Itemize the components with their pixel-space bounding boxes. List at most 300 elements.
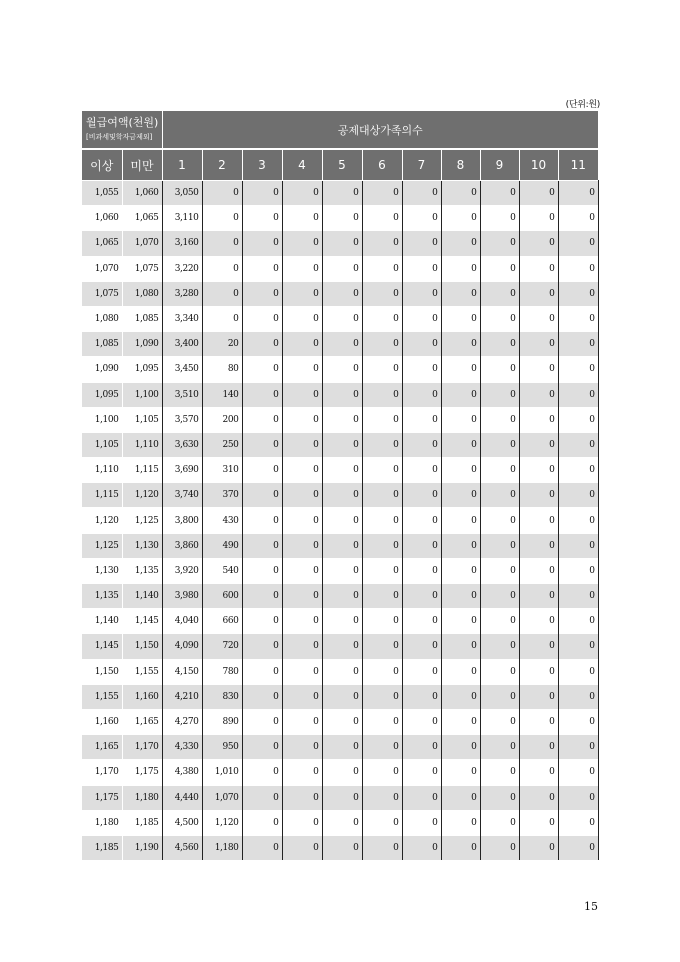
table-cell: 0 bbox=[282, 256, 322, 281]
table-cell: 0 bbox=[558, 558, 598, 583]
table-cell: 1,130 bbox=[82, 558, 122, 583]
table-cell: 0 bbox=[402, 332, 441, 357]
table-cell: 0 bbox=[519, 206, 558, 231]
table-cell: 0 bbox=[242, 458, 282, 483]
table-cell: 0 bbox=[441, 382, 480, 407]
table-cell: 0 bbox=[441, 483, 480, 508]
table-cell: 0 bbox=[242, 281, 282, 306]
table-cell: 1,185 bbox=[122, 810, 162, 835]
table-cell: 0 bbox=[480, 206, 519, 231]
table-row bbox=[82, 634, 598, 659]
table-cell: 0 bbox=[322, 735, 362, 760]
table-cell: 0 bbox=[242, 533, 282, 558]
table-cell: 0 bbox=[282, 659, 322, 684]
table-cell: 0 bbox=[362, 256, 402, 281]
table-cell: 0 bbox=[362, 407, 402, 432]
column-header-to: 미만 bbox=[122, 149, 162, 181]
table-cell: 0 bbox=[558, 306, 598, 331]
table-cell: 0 bbox=[362, 785, 402, 810]
table-cell: 0 bbox=[282, 634, 322, 659]
table-cell: 0 bbox=[242, 306, 282, 331]
table-cell: 0 bbox=[402, 659, 441, 684]
table-cell: 0 bbox=[402, 281, 441, 306]
table-cell: 0 bbox=[441, 709, 480, 734]
table-cell: 0 bbox=[519, 609, 558, 634]
table-cell: 0 bbox=[558, 659, 598, 684]
table-cell: 780 bbox=[202, 659, 242, 684]
table-cell: 0 bbox=[558, 835, 598, 860]
table-cell: 0 bbox=[441, 407, 480, 432]
table-cell: 0 bbox=[322, 584, 362, 609]
table-cell: 0 bbox=[558, 533, 598, 558]
table-cell: 0 bbox=[242, 332, 282, 357]
table-cell: 3,630 bbox=[162, 432, 202, 457]
table-cell: 0 bbox=[242, 785, 282, 810]
table-cell: 0 bbox=[322, 785, 362, 810]
table-cell: 0 bbox=[441, 332, 480, 357]
unit-note: (단위:원) bbox=[565, 100, 600, 110]
table-cell: 0 bbox=[519, 483, 558, 508]
table-cell: 0 bbox=[402, 458, 441, 483]
table-cell: 0 bbox=[441, 458, 480, 483]
table-cell: 0 bbox=[519, 306, 558, 331]
salary-range-header bbox=[82, 111, 162, 149]
table-cell: 0 bbox=[519, 281, 558, 306]
table-cell: 0 bbox=[441, 810, 480, 835]
table-cell: 0 bbox=[242, 206, 282, 231]
table-cell: 0 bbox=[242, 256, 282, 281]
table-cell: 0 bbox=[322, 634, 362, 659]
table-cell: 3,450 bbox=[162, 357, 202, 382]
table-cell: 1,170 bbox=[82, 760, 122, 785]
table-cell: 0 bbox=[322, 382, 362, 407]
table-cell: 1,080 bbox=[82, 306, 122, 331]
table-cell: 0 bbox=[282, 357, 322, 382]
table-cell: 660 bbox=[202, 609, 242, 634]
page-number: 15 bbox=[584, 900, 598, 913]
table-cell: 0 bbox=[441, 760, 480, 785]
table-cell: 0 bbox=[558, 332, 598, 357]
table-cell: 1,100 bbox=[82, 407, 122, 432]
table-cell: 1,095 bbox=[122, 357, 162, 382]
table-row bbox=[82, 508, 598, 533]
table-cell: 0 bbox=[519, 659, 558, 684]
table-cell: 0 bbox=[322, 407, 362, 432]
table-cell: 0 bbox=[282, 382, 322, 407]
table-cell: 0 bbox=[202, 206, 242, 231]
table-row bbox=[82, 785, 598, 810]
table-cell: 1,010 bbox=[202, 760, 242, 785]
column-header-family-5: 5 bbox=[322, 149, 362, 181]
table-cell: 0 bbox=[558, 357, 598, 382]
table-cell: 0 bbox=[242, 432, 282, 457]
table-cell: 0 bbox=[519, 508, 558, 533]
table-cell: 1,135 bbox=[82, 584, 122, 609]
table-cell: 1,140 bbox=[122, 584, 162, 609]
column-header-family-10: 10 bbox=[519, 149, 558, 181]
table-cell: 1,075 bbox=[122, 256, 162, 281]
table-cell: 0 bbox=[441, 558, 480, 583]
table-row bbox=[82, 483, 598, 508]
table-cell: 1,095 bbox=[82, 382, 122, 407]
table-cell: 0 bbox=[558, 810, 598, 835]
table-cell: 0 bbox=[242, 735, 282, 760]
table-cell: 0 bbox=[519, 533, 558, 558]
table-cell: 3,860 bbox=[162, 533, 202, 558]
table-cell: 0 bbox=[558, 206, 598, 231]
table-cell: 0 bbox=[441, 256, 480, 281]
table-cell: 250 bbox=[202, 432, 242, 457]
table-cell: 0 bbox=[402, 382, 441, 407]
table-row bbox=[82, 256, 598, 281]
table-cell: 3,280 bbox=[162, 281, 202, 306]
table-cell: 1,075 bbox=[82, 281, 122, 306]
table-cell: 0 bbox=[558, 785, 598, 810]
table-cell: 0 bbox=[402, 709, 441, 734]
column-header-family-11: 11 bbox=[558, 149, 598, 181]
table-cell: 0 bbox=[242, 558, 282, 583]
table-cell: 0 bbox=[519, 785, 558, 810]
table-cell: 0 bbox=[519, 584, 558, 609]
salary-range-subtitle: [비과세및학자금제외] bbox=[86, 132, 153, 141]
table-row bbox=[82, 432, 598, 457]
table-cell: 4,560 bbox=[162, 835, 202, 860]
table-cell: 0 bbox=[242, 407, 282, 432]
table-cell: 1,125 bbox=[82, 533, 122, 558]
table-cell: 0 bbox=[402, 256, 441, 281]
table-cell: 0 bbox=[519, 407, 558, 432]
table-cell: 0 bbox=[480, 306, 519, 331]
table-cell: 370 bbox=[202, 483, 242, 508]
table-cell: 600 bbox=[202, 584, 242, 609]
table-cell: 0 bbox=[242, 181, 282, 206]
table-row bbox=[82, 332, 598, 357]
table-cell: 310 bbox=[202, 458, 242, 483]
table-cell: 0 bbox=[242, 584, 282, 609]
table-cell: 0 bbox=[519, 709, 558, 734]
table-cell: 0 bbox=[362, 382, 402, 407]
table-cell: 4,150 bbox=[162, 659, 202, 684]
table-cell: 0 bbox=[362, 357, 402, 382]
table-cell: 3,050 bbox=[162, 181, 202, 206]
table-cell: 0 bbox=[202, 256, 242, 281]
table-cell: 0 bbox=[558, 181, 598, 206]
table-row bbox=[82, 709, 598, 734]
table-cell: 0 bbox=[441, 785, 480, 810]
table-cell: 3,980 bbox=[162, 584, 202, 609]
table-cell: 0 bbox=[362, 659, 402, 684]
table-cell: 0 bbox=[242, 810, 282, 835]
table-cell: 0 bbox=[519, 735, 558, 760]
table-cell: 0 bbox=[202, 181, 242, 206]
table-cell: 1,100 bbox=[122, 382, 162, 407]
table-cell: 0 bbox=[322, 458, 362, 483]
table-cell: 3,110 bbox=[162, 206, 202, 231]
table-cell: 0 bbox=[480, 357, 519, 382]
table-cell: 0 bbox=[480, 760, 519, 785]
table-cell: 0 bbox=[519, 458, 558, 483]
table-cell: 1,120 bbox=[202, 810, 242, 835]
table-cell: 0 bbox=[322, 206, 362, 231]
table-cell: 3,160 bbox=[162, 231, 202, 256]
table-cell: 0 bbox=[282, 181, 322, 206]
table-cell: 720 bbox=[202, 634, 242, 659]
table-cell: 4,440 bbox=[162, 785, 202, 810]
table-cell: 0 bbox=[441, 357, 480, 382]
table-row bbox=[82, 281, 598, 306]
column-header-family-7: 7 bbox=[402, 149, 441, 181]
table-row bbox=[82, 382, 598, 407]
table-cell: 0 bbox=[282, 483, 322, 508]
table-cell: 0 bbox=[480, 735, 519, 760]
column-header-family-4: 4 bbox=[282, 149, 322, 181]
table-cell: 0 bbox=[322, 231, 362, 256]
table-cell: 0 bbox=[282, 684, 322, 709]
family-count-header: 공제대상가족의수 bbox=[162, 111, 598, 149]
table-cell: 0 bbox=[402, 407, 441, 432]
withholding-tax-table bbox=[82, 111, 599, 860]
table-cell: 0 bbox=[441, 508, 480, 533]
table-cell: 0 bbox=[362, 508, 402, 533]
table-cell: 490 bbox=[202, 533, 242, 558]
table-row bbox=[82, 558, 598, 583]
table-cell: 0 bbox=[558, 735, 598, 760]
table-cell: 4,270 bbox=[162, 709, 202, 734]
table-cell: 0 bbox=[519, 432, 558, 457]
table-cell: 1,165 bbox=[122, 709, 162, 734]
table-cell: 0 bbox=[558, 458, 598, 483]
table-cell: 0 bbox=[441, 684, 480, 709]
table-cell: 0 bbox=[322, 533, 362, 558]
table-cell: 0 bbox=[402, 357, 441, 382]
table-cell: 0 bbox=[402, 558, 441, 583]
table-cell: 200 bbox=[202, 407, 242, 432]
table-cell: 0 bbox=[558, 709, 598, 734]
table-cell: 0 bbox=[402, 432, 441, 457]
table-cell: 0 bbox=[362, 810, 402, 835]
table-cell: 0 bbox=[282, 810, 322, 835]
table-cell: 0 bbox=[480, 483, 519, 508]
table-cell: 20 bbox=[202, 332, 242, 357]
table-cell: 0 bbox=[558, 684, 598, 709]
table-cell: 0 bbox=[282, 760, 322, 785]
table-cell: 3,220 bbox=[162, 256, 202, 281]
table-cell: 1,145 bbox=[82, 634, 122, 659]
table-cell: 0 bbox=[480, 634, 519, 659]
table-cell: 0 bbox=[480, 256, 519, 281]
table-cell: 80 bbox=[202, 357, 242, 382]
table-cell: 0 bbox=[202, 281, 242, 306]
table-cell: 0 bbox=[402, 810, 441, 835]
table-cell: 1,110 bbox=[122, 432, 162, 457]
table-row bbox=[82, 206, 598, 231]
table-cell: 0 bbox=[480, 458, 519, 483]
table-cell: 0 bbox=[242, 659, 282, 684]
table-cell: 0 bbox=[282, 231, 322, 256]
table-cell: 1,175 bbox=[122, 760, 162, 785]
table-cell: 4,330 bbox=[162, 735, 202, 760]
table-cell: 0 bbox=[202, 306, 242, 331]
table-cell: 0 bbox=[322, 508, 362, 533]
table-cell: 0 bbox=[362, 684, 402, 709]
table-cell: 0 bbox=[558, 483, 598, 508]
table-cell: 0 bbox=[441, 281, 480, 306]
table-cell: 0 bbox=[519, 256, 558, 281]
table-cell: 1,115 bbox=[82, 483, 122, 508]
table-cell: 0 bbox=[480, 382, 519, 407]
column-header-family-1: 1 bbox=[162, 149, 202, 181]
table-cell: 830 bbox=[202, 684, 242, 709]
table-row bbox=[82, 181, 598, 206]
table-row bbox=[82, 835, 598, 860]
table-cell: 140 bbox=[202, 382, 242, 407]
table-cell: 0 bbox=[519, 684, 558, 709]
table-cell: 0 bbox=[322, 332, 362, 357]
table-cell: 1,090 bbox=[122, 332, 162, 357]
table-cell: 0 bbox=[441, 432, 480, 457]
table-cell: 0 bbox=[322, 256, 362, 281]
table-cell: 0 bbox=[282, 508, 322, 533]
table-cell: 0 bbox=[519, 558, 558, 583]
table-cell: 3,570 bbox=[162, 407, 202, 432]
table-body bbox=[82, 181, 598, 861]
table-cell: 0 bbox=[480, 609, 519, 634]
table-cell: 0 bbox=[402, 735, 441, 760]
table-cell: 0 bbox=[441, 835, 480, 860]
table-cell: 0 bbox=[519, 634, 558, 659]
table-cell: 0 bbox=[322, 609, 362, 634]
table-cell: 0 bbox=[282, 785, 322, 810]
table-cell: 0 bbox=[441, 609, 480, 634]
table-cell: 0 bbox=[480, 231, 519, 256]
table-cell: 0 bbox=[480, 835, 519, 860]
table-cell: 0 bbox=[441, 584, 480, 609]
table-cell: 0 bbox=[282, 458, 322, 483]
table-cell: 0 bbox=[282, 835, 322, 860]
table-row bbox=[82, 659, 598, 684]
table-cell: 0 bbox=[242, 835, 282, 860]
table-cell: 1,180 bbox=[122, 785, 162, 810]
table-cell: 0 bbox=[322, 659, 362, 684]
table-cell: 1,090 bbox=[82, 357, 122, 382]
table-cell: 0 bbox=[402, 835, 441, 860]
table-cell: 0 bbox=[322, 306, 362, 331]
table-cell: 0 bbox=[402, 533, 441, 558]
table-cell: 4,090 bbox=[162, 634, 202, 659]
table-cell: 3,920 bbox=[162, 558, 202, 583]
table-row bbox=[82, 231, 598, 256]
table-cell: 1,160 bbox=[82, 709, 122, 734]
table-row bbox=[82, 735, 598, 760]
table-cell: 3,740 bbox=[162, 483, 202, 508]
table-cell: 0 bbox=[441, 735, 480, 760]
table-cell: 0 bbox=[519, 810, 558, 835]
column-header-family-3: 3 bbox=[242, 149, 282, 181]
table-cell: 0 bbox=[558, 760, 598, 785]
table-cell: 0 bbox=[402, 634, 441, 659]
table-cell: 0 bbox=[362, 231, 402, 256]
table-row bbox=[82, 760, 598, 785]
table-cell: 0 bbox=[322, 684, 362, 709]
table-cell: 1,135 bbox=[122, 558, 162, 583]
table-cell: 0 bbox=[362, 735, 402, 760]
table-cell: 0 bbox=[242, 684, 282, 709]
table-cell: 0 bbox=[402, 785, 441, 810]
table-cell: 0 bbox=[362, 181, 402, 206]
table-cell: 0 bbox=[282, 407, 322, 432]
table-cell: 1,180 bbox=[202, 835, 242, 860]
table-cell: 0 bbox=[480, 332, 519, 357]
table-cell: 0 bbox=[519, 760, 558, 785]
table-cell: 0 bbox=[282, 709, 322, 734]
column-header-from: 이상 bbox=[82, 149, 122, 181]
table-cell: 1,115 bbox=[122, 458, 162, 483]
table-cell: 1,120 bbox=[82, 508, 122, 533]
table-cell: 0 bbox=[519, 181, 558, 206]
table-cell: 0 bbox=[322, 483, 362, 508]
table-cell: 0 bbox=[402, 609, 441, 634]
table-cell: 1,190 bbox=[122, 835, 162, 860]
table-cell: 0 bbox=[402, 508, 441, 533]
table-cell: 0 bbox=[480, 508, 519, 533]
table-cell: 3,510 bbox=[162, 382, 202, 407]
table-cell: 0 bbox=[282, 609, 322, 634]
column-header-family-6: 6 bbox=[362, 149, 402, 181]
table-cell: 1,165 bbox=[82, 735, 122, 760]
table-cell: 1,170 bbox=[122, 735, 162, 760]
table-row bbox=[82, 407, 598, 432]
table-cell: 0 bbox=[558, 432, 598, 457]
table-cell: 0 bbox=[402, 306, 441, 331]
table-cell: 1,145 bbox=[122, 609, 162, 634]
table-cell: 0 bbox=[242, 382, 282, 407]
salary-range-title: 월급여액(천원) bbox=[86, 115, 159, 129]
table-cell: 0 bbox=[242, 609, 282, 634]
table-cell: 1,070 bbox=[82, 256, 122, 281]
table-cell: 0 bbox=[519, 357, 558, 382]
table-cell: 0 bbox=[362, 432, 402, 457]
table-row bbox=[82, 609, 598, 634]
table-cell: 0 bbox=[480, 558, 519, 583]
table-cell: 0 bbox=[282, 533, 322, 558]
table-cell: 1,140 bbox=[82, 609, 122, 634]
table-cell: 1,105 bbox=[122, 407, 162, 432]
table-cell: 0 bbox=[402, 584, 441, 609]
table-cell: 0 bbox=[480, 407, 519, 432]
table-cell: 0 bbox=[480, 659, 519, 684]
table-cell: 0 bbox=[480, 785, 519, 810]
table-cell: 0 bbox=[441, 231, 480, 256]
table-cell: 0 bbox=[402, 483, 441, 508]
table-cell: 1,125 bbox=[122, 508, 162, 533]
table-cell: 0 bbox=[242, 231, 282, 256]
table-cell: 0 bbox=[402, 231, 441, 256]
table-cell: 0 bbox=[362, 281, 402, 306]
table-row bbox=[82, 357, 598, 382]
table-cell: 0 bbox=[519, 382, 558, 407]
table-cell: 0 bbox=[362, 584, 402, 609]
table-row bbox=[82, 458, 598, 483]
table-cell: 0 bbox=[558, 584, 598, 609]
table-cell: 0 bbox=[558, 256, 598, 281]
table-cell: 0 bbox=[402, 684, 441, 709]
table-cell: 0 bbox=[282, 735, 322, 760]
table-cell: 0 bbox=[362, 332, 402, 357]
table-cell: 0 bbox=[322, 432, 362, 457]
table-cell: 1,065 bbox=[122, 206, 162, 231]
table-cell: 1,055 bbox=[82, 181, 122, 206]
table-cell: 0 bbox=[282, 306, 322, 331]
